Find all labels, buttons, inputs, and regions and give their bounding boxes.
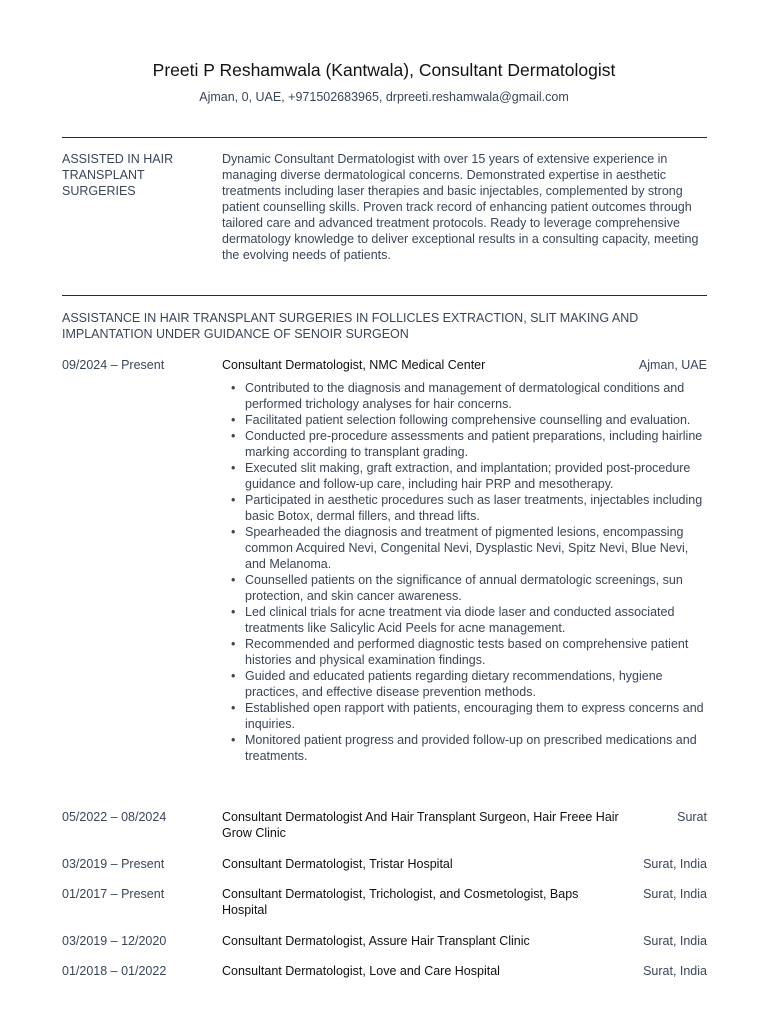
job-date: 01/2017 – Present — [62, 887, 165, 901]
bullet-text: Recommended and performed diagnostic tests based on comprehensive patient histories and physical examination findings. — [245, 637, 689, 667]
list-item — [222, 460, 708, 492]
list-item — [222, 700, 708, 732]
list-item — [222, 636, 708, 668]
bullet-text: Counselled patients on the significance of annual dermatologic screenings, sun protection, and skin cancer awareness. — [245, 573, 683, 603]
bullet-text: Contributed to the diagnosis and management of dermatological conditions and performed trichology analyses for hair concerns. — [245, 381, 685, 411]
job-date: 01/2018 – 01/2022 — [62, 964, 167, 978]
bullet-text: Participated in aesthetic procedures such as laser treatments, injectables including basic Botox, dermal fillers, and thread lifts. — [245, 493, 703, 523]
list-item — [222, 380, 708, 412]
bullet-icon: • — [231, 733, 236, 747]
summary-label: ASSISTED IN HAIR TRANSPLANT SURGERIES — [62, 152, 174, 198]
job-title: Consultant Dermatologist, Assure Hair Transplant Clinic — [222, 934, 530, 948]
bullet-icon: • — [231, 669, 236, 683]
list-item — [222, 412, 708, 428]
bullet-icon: • — [231, 429, 236, 443]
bullet-text: Monitored patient progress and provided follow-up on prescribed medications and treatments. — [245, 733, 697, 763]
job-location: Surat — [677, 810, 707, 824]
job-location: Ajman, UAE — [638, 358, 707, 372]
job-date: 05/2022 – 08/2024 — [62, 810, 167, 824]
bullet-icon: • — [231, 461, 236, 475]
bullet-text: Spearheaded the diagnosis and treatment of pigmented lesions, encompassing common Acquired Nevi, Congenital Nevi, Dysplastic Nevi, Spitz Nevi, Blue Nevi, and Melanoma. — [245, 525, 689, 571]
job-title: Consultant Dermatologist, Love and Care Hospital — [222, 964, 500, 978]
job-title: Consultant Dermatologist, Trichologist, and Cosmetologist, Baps Hospital — [222, 887, 579, 917]
list-item — [222, 604, 708, 636]
job-date: 09/2024 – Present — [62, 358, 165, 372]
list-item — [222, 428, 708, 460]
list-item — [222, 572, 708, 604]
experience-headline: ASSISTANCE IN HAIR TRANSPLANT SURGERIES IN FOLLICLES EXTRACTION, SLIT MAKING AND IMPLANTATION UNDER GUIDANCE OF SENOIR SURGEON — [62, 311, 639, 341]
divider-top — [62, 137, 707, 138]
bullet-icon: • — [231, 493, 236, 507]
job-date: 03/2019 – 12/2020 — [62, 934, 167, 948]
bullet-text: Conducted pre-procedure assessments and patient preparations, including hairline marking according to transplant grading. — [245, 429, 703, 459]
bullet-text: Established open rapport with patients, encouraging them to express concerns and inquiries. — [245, 701, 704, 731]
job-title: Consultant Dermatologist, Tristar Hospital — [222, 857, 453, 871]
job-title: Consultant Dermatologist, NMC Medical Center — [222, 358, 486, 372]
candidate-name: Preeti P Reshamwala (Kantwala), Consultant Dermatologist — [152, 60, 616, 80]
summary-text: Dynamic Consultant Dermatologist with over 15 years of extensive experience in managing diverse dermatological concerns. Demonstrated expertise in aesthetic treatments including laser therapies and basic injectables, complemented by strong patient counselling skills. Proven track record of enhancing patient outcomes through tailored care and advanced treatment protocols. Ready to leverage comprehensive dermatology knowledge to deliver exceptional results in a consulting capacity, meeting the evolving needs of patients. — [222, 152, 699, 262]
job-location: Surat, India — [643, 857, 707, 871]
job-title: Consultant Dermatologist And Hair Transplant Surgeon, Hair Freee Hair Grow Clinic — [222, 810, 619, 840]
bullet-icon: • — [231, 637, 236, 651]
bullet-icon: • — [231, 413, 236, 427]
bullet-text: Facilitated patient selection following comprehensive counselling and evaluation. — [245, 413, 691, 427]
bullet-text: Guided and educated patients regarding dietary recommendations, hygiene practices, and effective disease prevention methods. — [245, 669, 663, 699]
list-item — [222, 492, 708, 524]
bullet-icon: • — [231, 573, 236, 587]
bullet-icon: • — [231, 525, 236, 539]
bullet-icon: • — [231, 701, 236, 715]
contact-line: Ajman, 0, UAE, +971502683965, drpreeti.reshamwala@gmail.com — [199, 90, 569, 104]
job-location: Surat, India — [643, 887, 707, 901]
list-item — [222, 524, 708, 572]
list-item — [222, 732, 708, 764]
bullet-icon: • — [231, 381, 236, 395]
divider-middle — [62, 295, 707, 296]
job-location: Surat, India — [643, 964, 707, 978]
bullet-text: Led clinical trials for acne treatment via diode laser and conducted associated treatments like Salicylic Acid Peels for acne management. — [245, 605, 675, 635]
job-bullet-list — [222, 380, 708, 764]
job-location: Surat, India — [643, 934, 707, 948]
list-item — [222, 668, 708, 700]
bullet-icon: • — [231, 605, 236, 619]
job-date: 03/2019 – Present — [62, 857, 165, 871]
bullet-text: Executed slit making, graft extraction, and implantation; provided post-procedure guidance and follow-up care, including hair PRP and mesotherapy. — [245, 461, 691, 491]
